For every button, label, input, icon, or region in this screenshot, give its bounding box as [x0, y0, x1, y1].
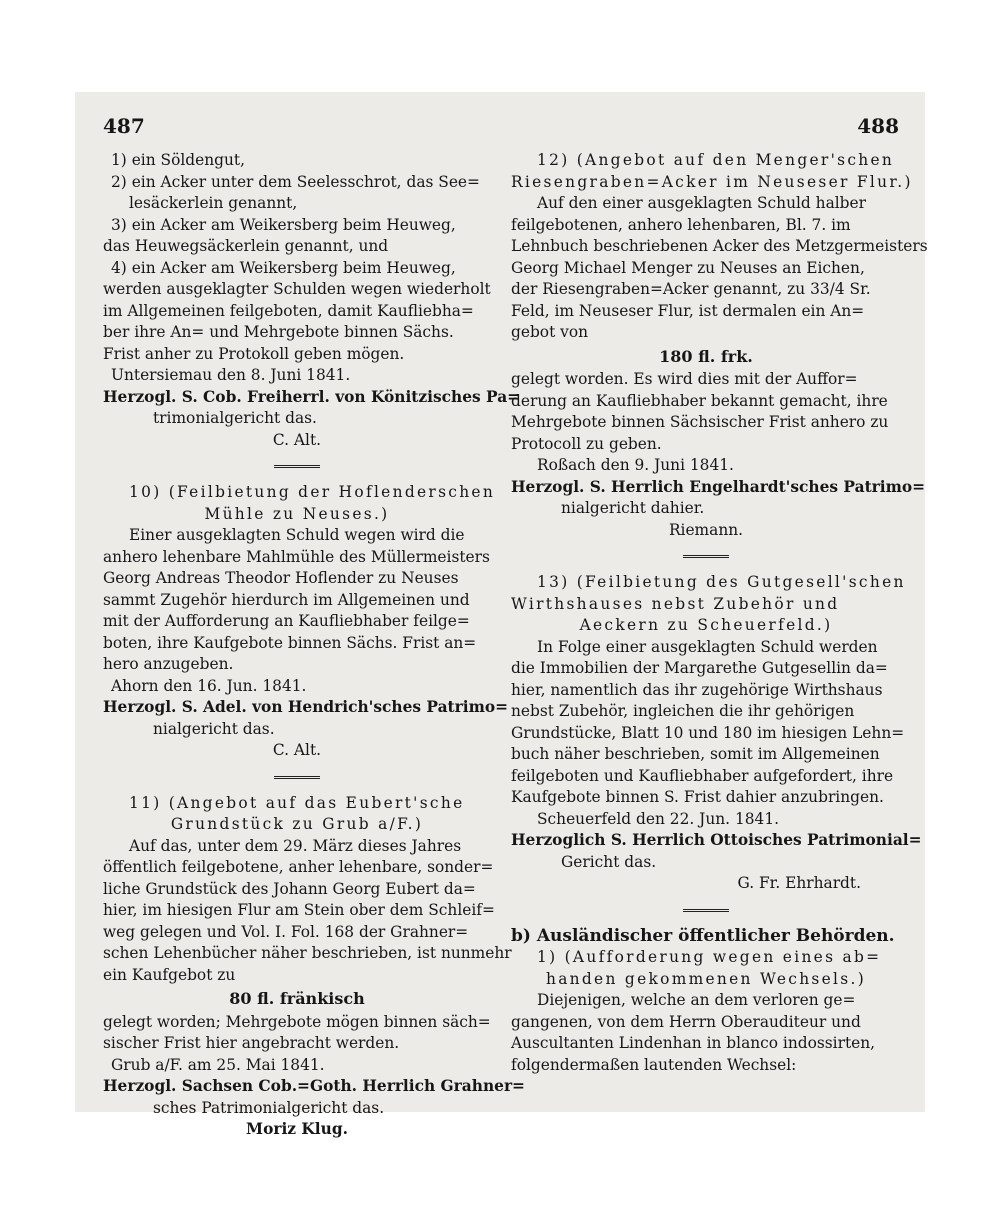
- text-line: feilgebotenen, anhero lehenbaren, Bl. 7. im: [511, 215, 851, 234]
- text-line: nialgericht dahier.: [561, 499, 705, 517]
- section-divider: [683, 909, 729, 912]
- text-line: gelegt worden. Es wird dies mit der Auffor=: [511, 370, 858, 388]
- text-line: Georg Michael Menger zu Neuses an Eichen,: [511, 258, 865, 277]
- text-line: im Allgemeinen feilgeboten, damit Kaufliebha=: [103, 301, 474, 320]
- text-line: 2) ein Acker unter dem Seelesschrot, das See=: [111, 172, 480, 191]
- text-line: Riesengraben=Acker im Neuseser Flur.): [511, 172, 913, 191]
- text-line: 180 fl. frk.: [659, 346, 753, 366]
- text-line: gebot von: [511, 323, 589, 341]
- text-line: weg gelegen und Vol. I. Fol. 168 der Grahner=: [103, 922, 469, 941]
- text-line: b) Ausländischer öffentlicher Behörden.: [511, 925, 895, 946]
- text-line: C. Alt.: [272, 430, 322, 449]
- text-line: Aeckern zu Scheuerfeld.): [579, 616, 833, 634]
- text-line: 12) (Angebot auf den Menger'schen: [537, 151, 895, 169]
- text-line: Herzogl. S. Cob. Freiherrl. von Könitzisches Pa=: [103, 387, 521, 406]
- text-line: anhero lehenbare Mahlmühle des Müllermeisters: [103, 547, 490, 566]
- text-line: die Immobilien der Margarethe Gutgesellin da=: [511, 659, 888, 677]
- text-line: öffentlich feilgebotene, anher lehenbare, sonder=: [103, 858, 494, 876]
- page-number-left: 487: [103, 114, 145, 138]
- text-line: mit der Aufforderung an Kaufliebhaber feilge=: [103, 612, 470, 630]
- text-line: Herzogl. Sachsen Cob.=Goth. Herrlich Grahner=: [103, 1077, 525, 1095]
- text-line: Auf das, unter dem 29. März dieses Jahres: [129, 836, 462, 855]
- section-divider: [683, 555, 729, 558]
- text-line: gangenen, von dem Herrn Oberauditeur und: [511, 1012, 861, 1031]
- text-line: Ahorn den 16. Jun. 1841.: [111, 676, 307, 695]
- text-line: Auf den einer ausgeklagten Schuld halber: [537, 194, 866, 212]
- text-line: ein Kaufgebot zu: [103, 965, 236, 984]
- text-line: hier, im hiesigen Flur am Stein ober dem Schleif=: [103, 901, 495, 919]
- text-line: gelegt worden; Mehrgebote mögen binnen säch=: [103, 1012, 491, 1031]
- text-line: ber ihre An= und Mehrgebote binnen Sächs.: [103, 323, 454, 341]
- text-line: Frist anher zu Protokoll geben mögen.: [103, 344, 405, 363]
- text-line: Roßach den 9. Juni 1841.: [537, 456, 734, 474]
- text-line: 1) (Aufforderung wegen eines ab=: [537, 948, 882, 966]
- text-line: hier, namentlich das ihr zugehörige Wirthshaus: [511, 680, 883, 699]
- text-line: das Heuwegsäckerlein genannt, und: [103, 237, 389, 255]
- right-column: [511, 150, 928, 1076]
- text-line: Herzogl. S. Adel. von Hendrich'sches Patrimo=: [103, 698, 509, 716]
- text-line: trimonialgericht das.: [153, 409, 317, 427]
- text-line: schen Lehenbücher näher beschrieben, ist nunmehr: [103, 944, 512, 962]
- text-line: In Folge einer ausgeklagten Schuld werden: [537, 637, 878, 656]
- text-line: folgendermaßen lautenden Wechsel:: [511, 1055, 797, 1074]
- text-line: 4) ein Acker am Weikersberg beim Heuweg,: [111, 258, 456, 277]
- text-line: Grundstück zu Grub a/F.): [170, 815, 424, 833]
- section-divider: [274, 465, 320, 468]
- text-line: boten, ihre Kaufgebote binnen Sächs. Frist an=: [103, 633, 477, 652]
- text-line: Feld, im Neuseser Flur, ist dermalen ein An=: [511, 301, 865, 320]
- text-line: nialgericht das.: [153, 719, 275, 738]
- left-column: [103, 150, 525, 1141]
- text-line: lesäckerlein genannt,: [129, 194, 298, 212]
- text-line: nebst Zubehör, ingleichen die ihr gehörigen: [511, 702, 855, 720]
- section-divider: [274, 776, 320, 779]
- text-line: C. Alt.: [272, 741, 322, 759]
- text-line: Riemann.: [668, 520, 744, 539]
- text-line: 13) (Feilbietung des Gutgesell'schen: [537, 573, 906, 591]
- text-line: sammt Zugehör hierdurch im Allgemeinen und: [103, 590, 470, 609]
- text-line: Lehnbuch beschriebenen Acker des Metzgermeisters: [511, 237, 928, 255]
- text-line: der Riesengraben=Acker genannt, zu 33/4 Sr.: [511, 280, 871, 298]
- text-line: Herzogl. S. Herrlich Engelhardt'sches Patrimo=: [511, 477, 926, 496]
- text-line: Untersiemau den 8. Juni 1841.: [111, 366, 351, 384]
- text-line: Einer ausgeklagten Schuld wegen wird die: [129, 526, 465, 544]
- text-line: werden ausgeklagter Schulden wegen wiederholt: [103, 280, 491, 298]
- text-line: buch näher beschrieben, somit im Allgemeinen: [511, 745, 880, 763]
- text-line: 1) ein Söldengut,: [111, 151, 245, 169]
- text-line: Protocoll zu geben.: [511, 434, 662, 453]
- scanned-page-spread: [75, 92, 928, 1138]
- text-line: Georg Andreas Theodor Hoflender zu Neuses: [103, 569, 459, 587]
- text-line: sches Patrimonialgericht das.: [153, 1098, 385, 1117]
- text-line: G. Fr. Ehrhardt.: [737, 874, 861, 892]
- text-line: Wirthshauses nebst Zubehör und: [511, 594, 840, 613]
- text-line: 80 fl. fränkisch: [229, 989, 365, 1008]
- text-line: Moriz Klug.: [246, 1120, 348, 1138]
- text-line: feilgeboten und Kaufliebhaber aufgefordert, ihre: [511, 766, 894, 785]
- text-line: hero anzugeben.: [103, 655, 234, 673]
- text-line: Herzoglich S. Herrlich Ottoisches Patrimonial=: [511, 831, 922, 849]
- text-line: Grub a/F. am 25. Mai 1841.: [111, 1055, 325, 1074]
- text-line: liche Grundstück des Johann Georg Eubert da=: [103, 879, 476, 898]
- text-line: handen gekommenen Wechsels.): [545, 969, 867, 988]
- text-line: Diejenigen, welche an dem verloren ge=: [537, 991, 856, 1009]
- text-line: Grundstücke, Blatt 10 und 180 im hiesigen Lehn=: [511, 723, 905, 742]
- text-line: Mühle zu Neuses.): [204, 504, 390, 523]
- text-line: 11) (Angebot auf das Eubert'sche: [129, 793, 465, 812]
- text-line: 10) (Feilbietung der Hoflenderschen: [129, 483, 496, 501]
- text-line: Mehrgebote binnen Sächsischer Frist anhero zu: [511, 413, 889, 431]
- text-line: sischer Frist hier angebracht werden.: [103, 1034, 400, 1052]
- text-line: Scheuerfeld den 22. Jun. 1841.: [537, 809, 780, 828]
- text-line: Auscultanten Lindenhan in blanco indossirten,: [511, 1034, 876, 1052]
- text-line: 3) ein Acker am Weikersberg beim Heuweg,: [111, 215, 456, 234]
- text-line: Gericht das.: [561, 852, 657, 871]
- text-line: derung an Kaufliebhaber bekannt gemacht, ihre: [511, 391, 888, 410]
- page-number-right: 488: [857, 114, 899, 138]
- text-line: Kaufgebote binnen S. Frist dahier anzubringen.: [511, 788, 884, 806]
